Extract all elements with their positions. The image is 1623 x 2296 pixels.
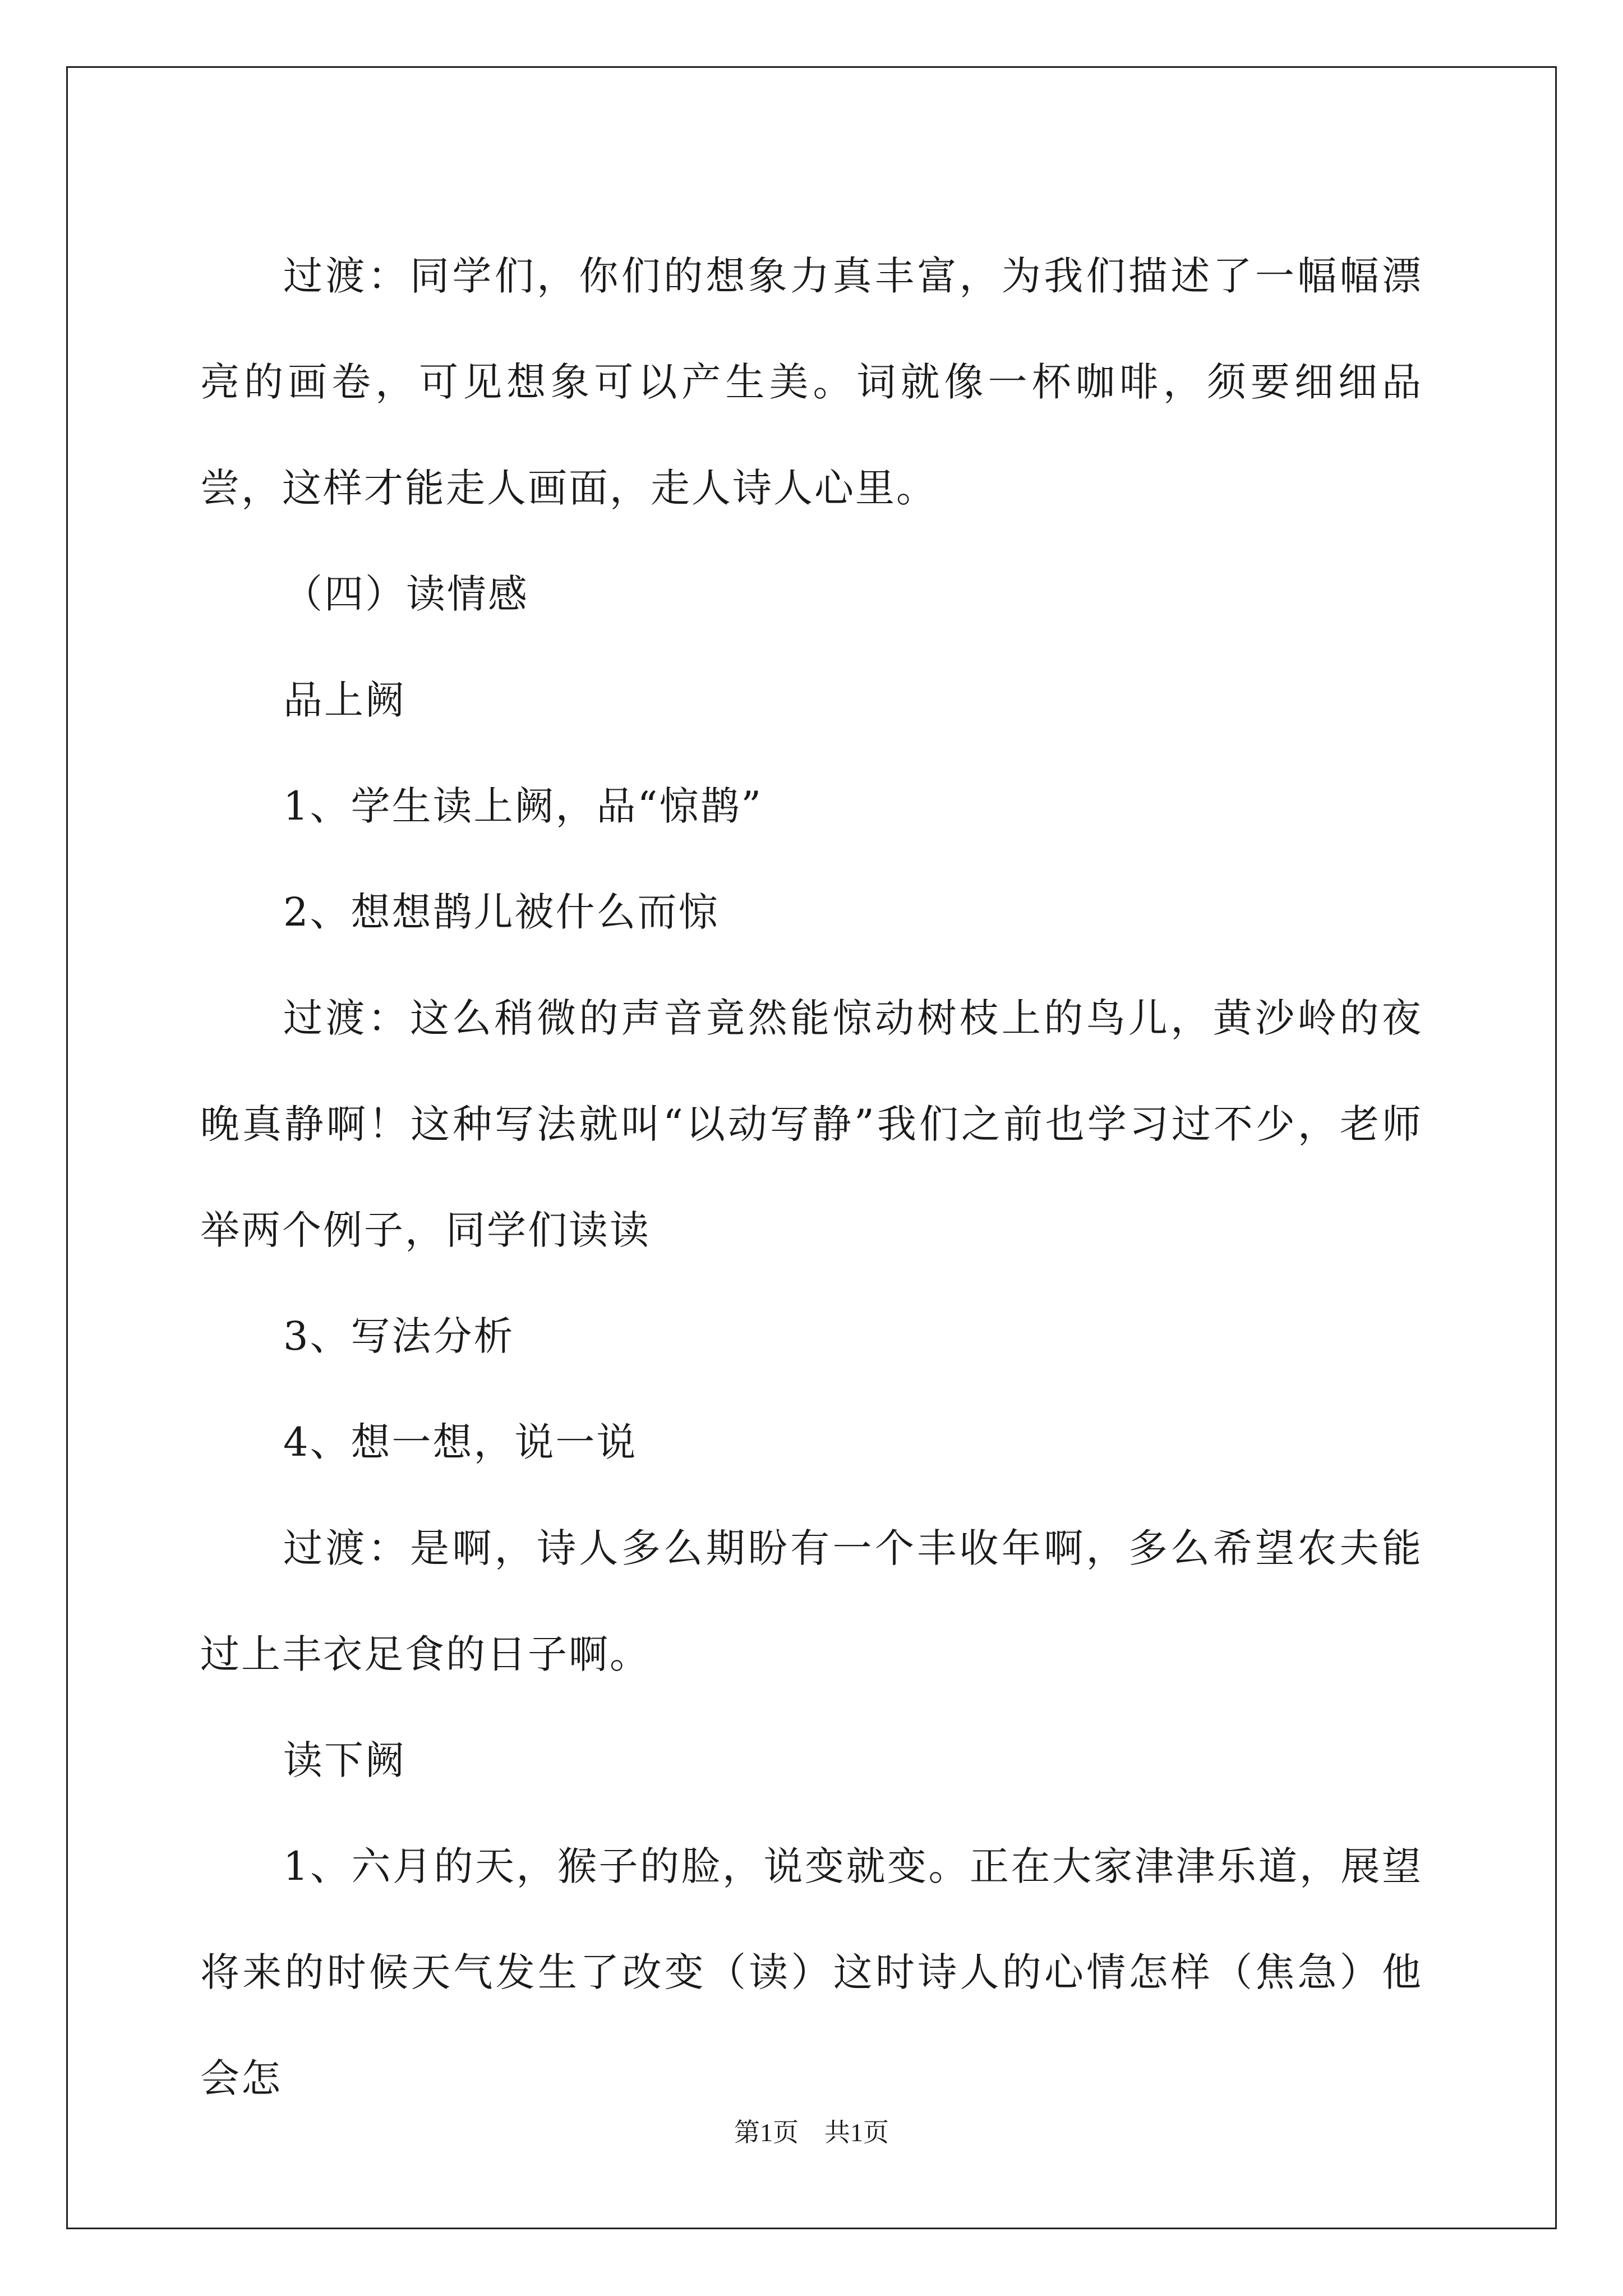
list-item: 4、想一想，说一说 bbox=[283, 1419, 638, 1465]
subsection-heading: 读下阙 bbox=[283, 1737, 406, 1783]
list-item: 1、学生读上阙，品“惊鹊” bbox=[283, 783, 763, 829]
document-body bbox=[200, 223, 1423, 2132]
list-item: 2、想想鹊儿被什么而惊 bbox=[283, 889, 720, 935]
paragraph: 过渡：是啊，诗人多么期盼有一个丰收年啊，多么希望农夫能过上丰衣足食的日子啊。 bbox=[200, 1525, 1423, 1677]
list-item: 1、六月的天，猴子的脸，说变就变。正在大家津津乐道，展望将来的时候天气发生了改变（读）这时诗人的心情怎样（焦急）他会怎 bbox=[200, 1843, 1423, 2101]
list-item: 3、写法分析 bbox=[283, 1313, 515, 1359]
page-number-footer: 第1页 共1页 bbox=[734, 2118, 889, 2147]
paragraph: 过渡：这么稍微的声音竟然能惊动树枝上的鸟儿，黄沙岭的夜晚真静啊！这种写法就叫“以动写静”我们之前也学习过不少，老师举两个例子，同学们读读 bbox=[200, 995, 1423, 1253]
section-heading: （四）读情感 bbox=[283, 571, 529, 617]
subsection-heading: 品上阙 bbox=[283, 677, 406, 723]
paragraph: 过渡：同学们，你们的想象力真丰富，为我们描述了一幅幅漂亮的画卷，可见想象可以产生美。词就像一杯咖啡，须要细细品尝，这样才能走人画面，走人诗人心里。 bbox=[200, 253, 1423, 511]
